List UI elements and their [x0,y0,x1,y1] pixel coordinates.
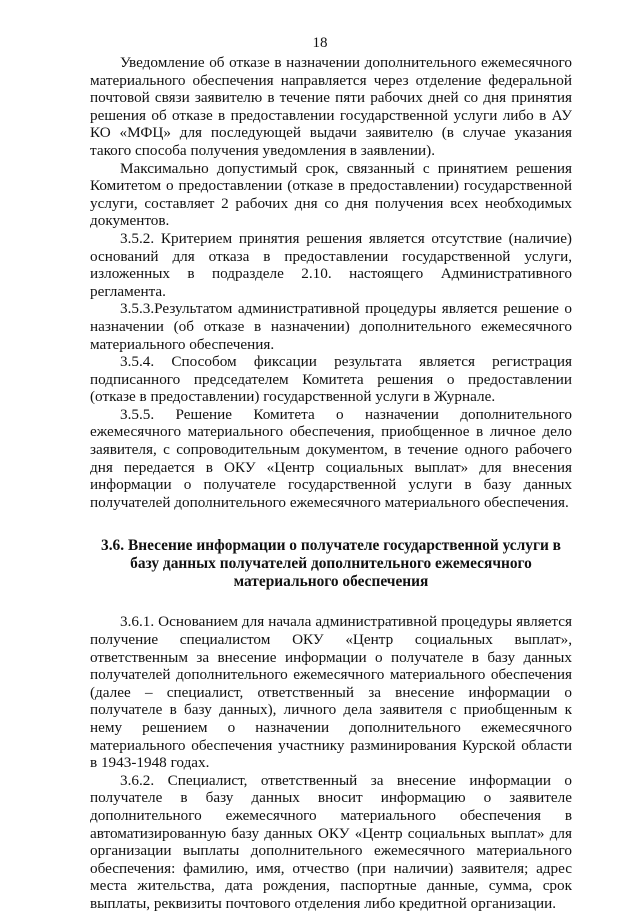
section-heading: 3.6. Внесение информации о получателе государственной услуги в базу данных получателей дополнительного ежемесячного материального обеспечения [101,537,561,591]
document-body [90,54,572,913]
paragraph: 3.5.5. Решение Комитета о назначении дополнительного ежемесячного материального обеспечения, приобщенное в личное дело заявителя, с сопроводительным документом, в течение одного рабочего дня передается в ОКУ «Центр социальных выплат» для внесения информации о получателе государственной услуги в базу данных получателей дополнительного ежемесячного материального обеспечения. [90,405,572,511]
paragraph: 3.5.2. Критерием принятия решения является отсутствие (наличие) оснований для отказа в предоставлении государственной услуги, изложенных в подразделе 2.10. настоящего Административного регламента. [90,229,572,300]
paragraph: 3.6.1. Основанием для начала административной процедуры является получение специалистом ОКУ «Центр социальных выплат», ответственным за внесение информации о получателе в базу данных получателей дополнительного ежемесячного материального обеспечения (далее – специалист, ответственный за внесение информации о получателе в базу данных), личного дела заявителя с приобщенным к нему решением о назначении дополнительного ежемесячного материального обеспечения участнику разминирования Курской области в 1943-1948 годах. [90,613,572,772]
paragraph: Максимально допустимый срок, связанный с принятием решения Комитетом о предоставлении (отказе в предоставлении) государственной услуги, составляет 2 рабочих дня со дня получения всех необходимых документов. [90,159,572,230]
paragraph: Уведомление об отказе в назначении дополнительного ежемесячного материального обеспечения направляется через отделение федеральной почтовой связи заявителю в течение пяти рабочих дней со дня принятия решения об отказе в предоставлении государственной услуги либо в АУ КО «МФЦ» для последующей выдачи заявителю (в случае указания такого способа получения уведомления в заявлении). [90,54,572,159]
page-number: 18 [312,35,328,51]
paragraph: 3.5.4. Способом фиксации результата является регистрация подписанного председателем Комитета решения о предоставлении (отказе в предоставлении) государственной услуги в Журнале. [90,353,572,406]
paragraph: 3.5.3.Результатом административной процедуры является решение о назначении (об отказе в назначении) дополнительного ежемесячного материального обеспечения. [90,300,572,353]
paragraph: 3.6.2. Специалист, ответственный за внесение информации о получателе в базу данных вносит информацию о заявителе дополнительного ежемесячного материального обеспечения в автоматизированную базу данных ОКУ «Центр социальных выплат» для организации выплаты дополнительного ежемесячного материального обеспечения: фамилию, имя, отчество (при наличии) заявителя; адрес места жительства, дата рождения, паспортные данные, сумма, срок выплаты, реквизиты почтового отделения либо кредитной организации. [90,771,572,912]
